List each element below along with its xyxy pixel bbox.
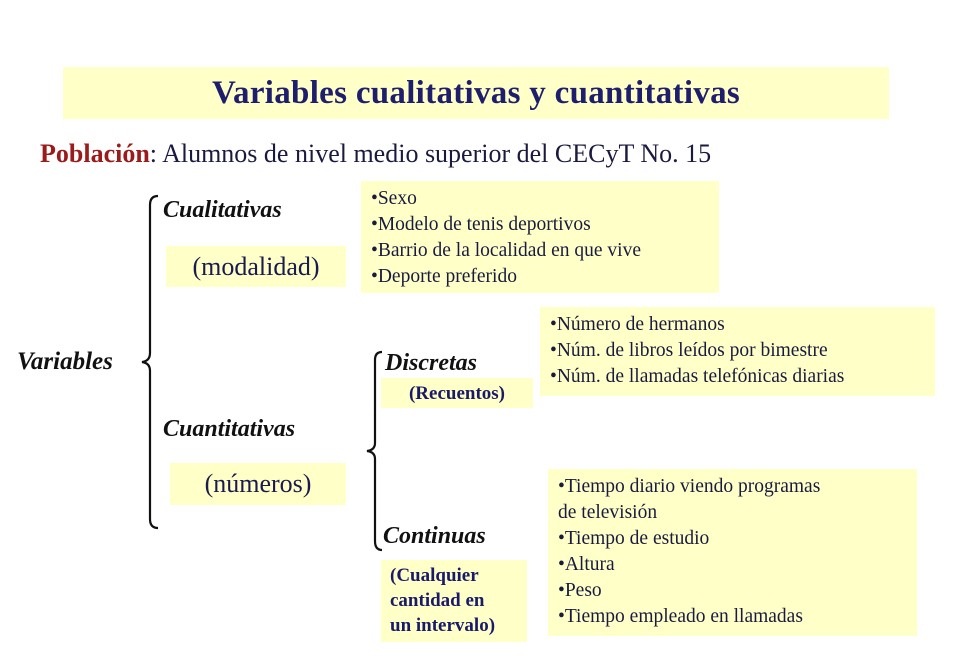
list-item: •Sexo: [371, 188, 417, 209]
quantitative-note: [170, 463, 346, 505]
list-item: •Deporte preferido: [371, 266, 517, 287]
list-item: de televisión: [558, 502, 658, 523]
discrete-note-text: (Recuentos): [408, 382, 506, 404]
list-item: •Peso: [558, 580, 602, 601]
discrete-examples-box: [540, 307, 935, 396]
continuous-note: [381, 560, 527, 642]
list-item: •Tiempo diario viendo programas: [558, 476, 821, 497]
list-item: •Tiempo empleado en llamadas: [558, 606, 803, 627]
continuous-examples-box: [548, 469, 917, 636]
continuous-note-line: un intervalo): [390, 615, 496, 636]
population-label: Población: [40, 139, 150, 168]
list-item: •Núm. de libros leídos por bimestre: [550, 340, 828, 361]
list-item: •Núm. de llamadas telefónicas diarias: [550, 366, 845, 387]
continuous-note-line: (Cualquier: [390, 565, 479, 586]
population-line: [40, 139, 711, 169]
discrete-note: [381, 378, 533, 408]
qualitative-note-text: (modalidad): [192, 251, 320, 281]
root-label-variables: Variables: [17, 348, 113, 375]
list-item: •Modelo de tenis deportivos: [371, 214, 591, 235]
continuous-note-line: cantidad en: [390, 590, 485, 611]
quantitative-note-text: (números): [204, 469, 312, 498]
list-item: •Número de hermanos: [550, 314, 725, 335]
qualitative-examples-box: [361, 181, 719, 293]
list-item: •Barrio de la localidad en que vive: [371, 240, 641, 261]
main-brace: [140, 195, 162, 530]
list-item: •Altura: [558, 554, 615, 575]
list-item: •Tiempo de estudio: [558, 528, 710, 549]
title-banner: [63, 67, 889, 119]
discrete-label: Discretas: [385, 350, 477, 376]
qualitative-label: Cualitativas: [163, 197, 282, 223]
quantitative-label: Cuantitativas: [163, 416, 296, 442]
continuous-label: Continuas: [383, 523, 486, 549]
slide-title: Variables cualitativas y cuantitativas: [211, 74, 741, 111]
qualitative-note: [166, 246, 346, 287]
population-text: : Alumnos de nivel medio superior del CECyT No. 15: [149, 139, 712, 168]
